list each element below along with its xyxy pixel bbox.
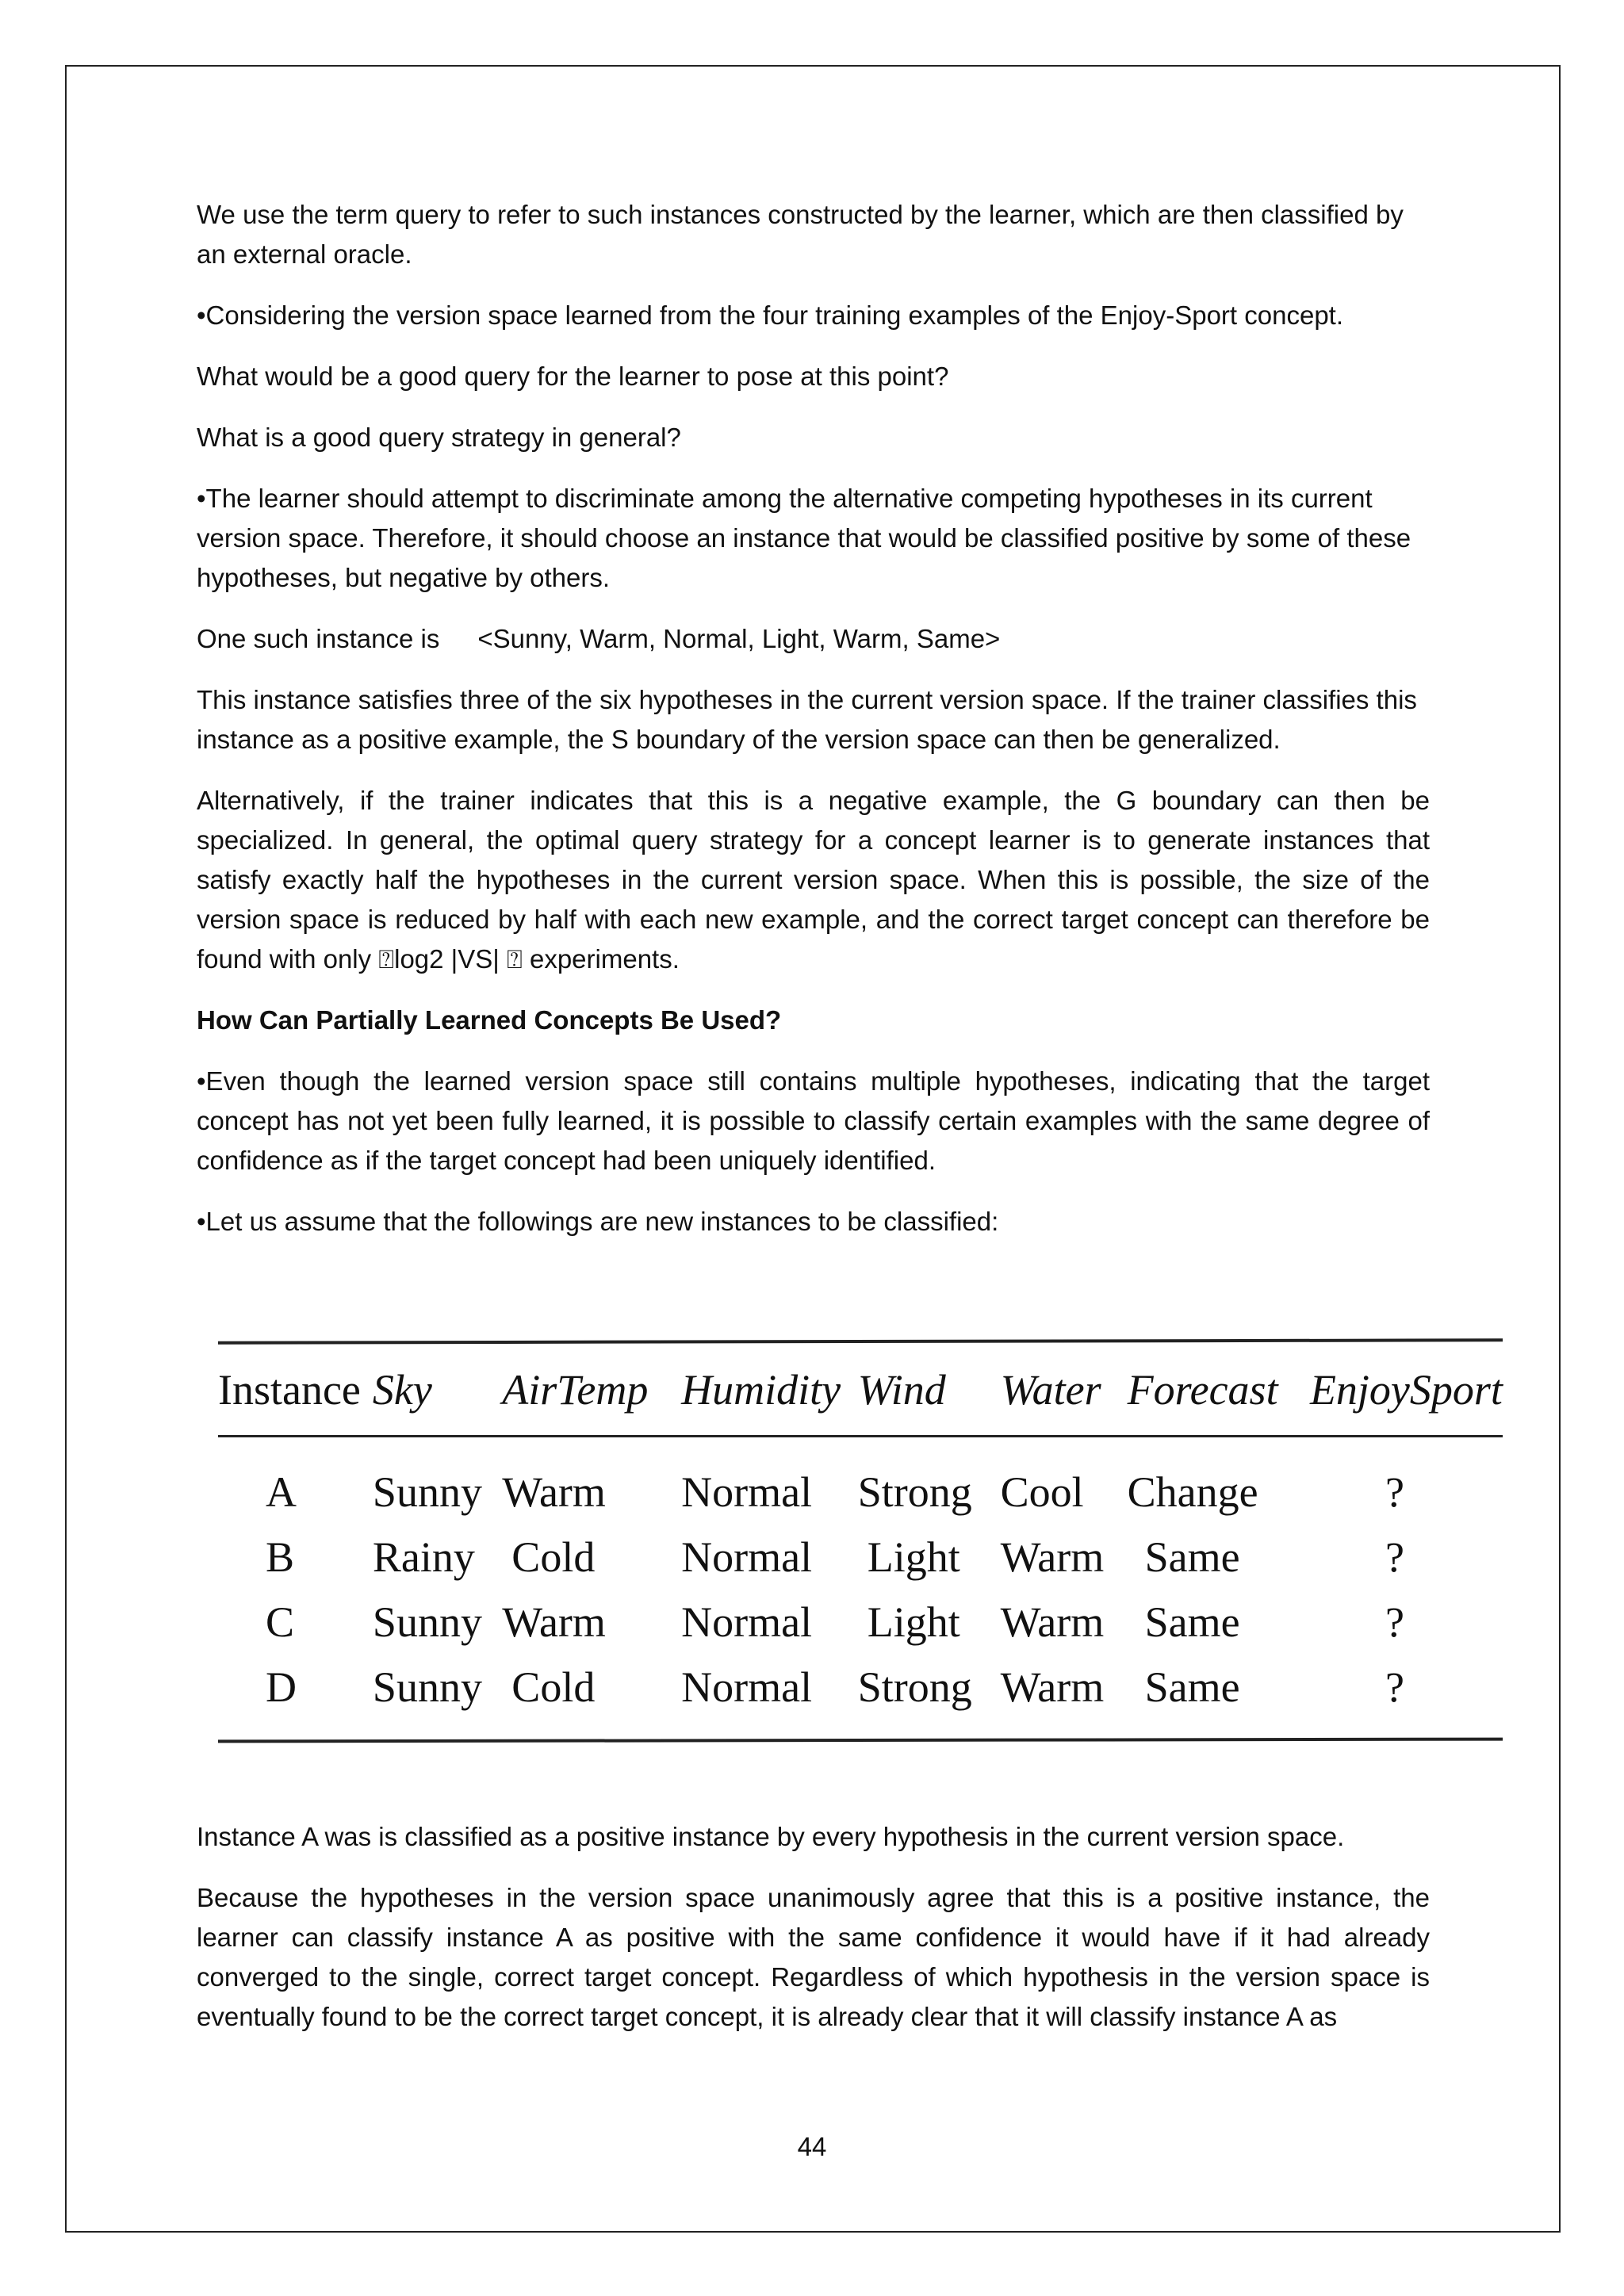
instances-table-figure [218,1340,1503,1742]
cell-sky: Rainy [372,1533,475,1581]
cell-enjoysport: ? [1385,1533,1404,1581]
instances-table [218,1343,1503,1739]
header-humidity: Humidity [681,1366,841,1414]
paragraph-even-though-bullet: •Even though the learned version space still contains multiple hypotheses, indicating that the target concept has not yet been fully learned, it is possible to classify certain examples with the same degree of confidence as if the target concept had been uniquely identified. [197,1066,1430,1175]
cell-forecast: Same [1144,1663,1240,1711]
paragraph-satisfies-three: This instance satisfies three of the six hypotheses in the current version space. If the trainer classifies this instance as a positive example, the S boundary of the version space can then be generalized. [197,685,1417,754]
cell-humidity: Normal [681,1598,813,1646]
cell-sky: Sunny [372,1598,482,1646]
cell-enjoysport: ? [1385,1663,1404,1711]
table-row [218,1525,1503,1590]
cell-instance: B [266,1533,295,1581]
cell-water: Warm [1000,1533,1105,1581]
section-heading: How Can Partially Learned Concepts Be Used? [197,1005,782,1035]
cell-instance: C [266,1598,295,1646]
paragraph-new-instances-bullet: •Let us assume that the followings are new instances to be classified: [197,1207,999,1236]
cell-sky: Sunny [372,1468,482,1516]
cell-airtemp: Warm [502,1468,606,1516]
paragraph-query-strategy-question: What is a good query strategy in general? [197,423,681,452]
cell-airtemp: Cold [511,1663,596,1711]
cell-forecast: Change [1127,1468,1258,1516]
table-header-row [218,1343,1503,1435]
paragraph-unanimous-agreement: Because the hypotheses in the version space unanimously agree that this is a positive instance, the learner can classify instance A as positive with the same confidence it would have if it had already converged to the single, correct target concept. Regardless of which hypothesis in the version space is eventually found to be the correct target concept, it is already clear that it will classify instance A as [197,1883,1430,2031]
cell-airtemp: Cold [511,1533,596,1581]
header-enjoysport: EnjoySport [1309,1366,1503,1414]
paragraph-alternatively: Alternatively, if the trainer indicates that this is a negative example, the G boundary can then be specialized. In general, the optimal query strategy for a concept learner is to generate instances that satisfy exactly half the hypotheses in the current version space. When this is possible, the size of the version space is reduced by half with each new example, and the correct target concept can therefore be found with only ⍰log2 |VS| ⍰ experiments. [197,786,1430,974]
cell-forecast: Same [1144,1533,1240,1581]
paragraph-version-space-bullet: •Considering the version space learned from the four training examples of the Enjoy-Sport concept. [197,300,1344,330]
cell-water: Warm [1000,1598,1105,1646]
cell-wind: Light [867,1598,960,1646]
document-body [197,195,1430,1263]
paragraph-one-such-instance [197,619,1430,659]
instance-lead-text: One such instance is [197,624,440,653]
cell-airtemp: Warm [502,1598,606,1646]
table-row [218,1655,1503,1739]
header-forecast: Forecast [1127,1366,1278,1414]
cell-humidity: Normal [681,1468,813,1516]
table-row [218,1590,1503,1655]
cell-wind: Light [867,1533,960,1581]
cell-sky: Sunny [372,1663,482,1711]
cell-enjoysport: ? [1385,1598,1404,1646]
paragraph-discriminate-bullet: •The learner should attempt to discriminate among the alternative competing hypotheses in its current version space. Therefore, it should choose an instance that would be classified positive by some of these hypotheses, but negative by others. [197,484,1411,592]
cell-instance: A [266,1468,297,1516]
cell-humidity: Normal [681,1663,813,1711]
cell-water: Cool [1000,1468,1084,1516]
paragraph-query-definition: We use the term query to refer to such instances constructed by the learner, which are then classified by an external oracle. [197,200,1404,269]
page-number: 44 [797,2132,827,2161]
cell-instance: D [266,1663,297,1711]
header-wind: Wind [857,1366,946,1414]
table-row [218,1437,1503,1525]
cell-enjoysport: ? [1385,1468,1404,1516]
cell-wind: Strong [857,1663,972,1711]
header-instance: Instance [218,1366,361,1414]
paragraph-good-query-question: What would be a good query for the learner to pose at this point? [197,362,949,391]
header-sky: Sky [372,1366,432,1414]
document-body-continued [197,1817,1430,2058]
cell-wind: Strong [857,1468,972,1516]
cell-water: Warm [1000,1663,1105,1711]
cell-humidity: Normal [681,1533,813,1581]
cell-forecast: Same [1144,1598,1240,1646]
paragraph-instance-a-classified: Instance A was is classified as a positive instance by every hypothesis in the current version space. [197,1822,1345,1851]
header-airtemp: AirTemp [502,1366,649,1414]
instance-tuple: <Sunny, Warm, Normal, Light, Warm, Same> [477,624,1001,653]
header-water: Water [1000,1366,1101,1414]
